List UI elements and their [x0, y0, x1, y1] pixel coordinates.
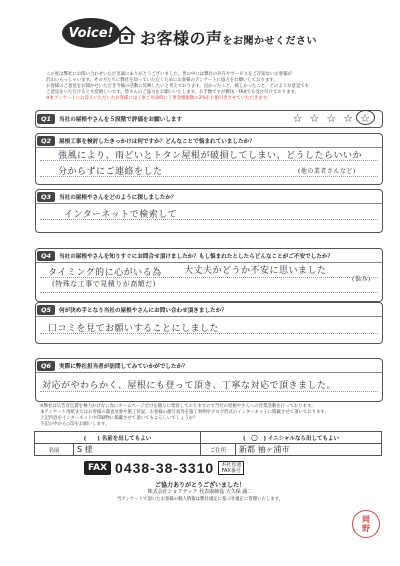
name-field[interactable]: S 様	[74, 444, 201, 456]
seal-stamp: 岡 野	[352, 510, 380, 538]
question-number: Q4	[37, 251, 55, 261]
fax-number[interactable]: 0438-38-3310	[115, 460, 215, 476]
question-text: 当社の屋根やさんをどのように探しましたか？	[59, 194, 177, 201]
voice-label: Voice!	[68, 25, 114, 41]
privacy-note: 当アンケートで頂いたお客様の個人情報は弊社規定に基づき適正に管理いたします。	[116, 497, 284, 502]
question-number: Q5	[37, 305, 55, 315]
answer-text: 強風により、雨どいとトタン屋根が破損してしまい、どうしたらいいか	[58, 151, 363, 161]
house-icon	[116, 26, 136, 44]
answer-text: タイミング的に心がいる為	[48, 268, 162, 278]
voice-badge	[62, 18, 120, 48]
question-6	[35, 358, 383, 402]
question-text: 当社の屋根やさんを知りすぐにお問合せ頂けましたか？もし悩まれたとしたらどんなことがご不安でしたか？	[59, 253, 334, 260]
question-number: Q3	[37, 192, 55, 202]
address-field[interactable]: 新都 袖ヶ浦市	[236, 444, 382, 456]
answer-line	[40, 160, 378, 161]
answer-text: 大丈夫かどうか不安に思いました	[184, 266, 327, 276]
fax-label: FAX	[84, 461, 111, 475]
answer-text: インターネットで検索して	[64, 210, 178, 220]
option-initial-ok[interactable]: ( ○ ) イニシャルなら出してもよい	[201, 432, 382, 444]
company-name: 株式会社ショアテック 代表取締役 大久保 誠二	[147, 489, 253, 495]
question-text: 当社の屋根やさんを５段階で評価をお願いします	[59, 117, 183, 123]
answer-text: (特殊な工事で見積りが高額だ)	[52, 280, 156, 288]
star-icon[interactable]: ☆	[343, 112, 354, 125]
fax-note: 本社直通 FAX番号	[218, 461, 244, 475]
fax-bar	[84, 459, 320, 477]
address-label: ご住所	[201, 444, 236, 456]
option-name-ok[interactable]: ( ) 名前を出してもよい	[35, 432, 201, 444]
answer-text: 分からずにご連絡をした	[58, 167, 163, 177]
answer-note: (悩み)	[352, 276, 371, 283]
question-number: Q2	[37, 136, 55, 146]
question-text: 実際に弊社担当者が訪問してみていかがでしたか？	[59, 363, 188, 370]
answer-line	[40, 391, 378, 392]
permission-text: ※弊社は広告宣伝費を極力かけない為にホームページだけを頼りに集客しておりますので当社の屋根やさんへの営業活動を行っております。 本アンケート用紙またはお客様の調査気象や施工状況、お客様の顔写真等を施工事例やブログ形式のインターネットに掲載させて頂いております。 上記内容をインターネット中印刷物に掲載させて頂いてもよろしいでしょうか？ 下記の中から○印をお願いします。	[40, 404, 329, 427]
answer-line	[40, 176, 378, 177]
answer-line	[40, 333, 378, 334]
answer-line	[40, 292, 378, 293]
answer-text: 口コミを見てお願いすることにしました	[48, 324, 220, 334]
star-icon[interactable]: ☆	[292, 112, 303, 125]
question-number: Q1	[37, 114, 55, 124]
page-title: お客様の声をお聞かせください	[140, 29, 318, 48]
question-4	[35, 248, 383, 302]
star-icon-selected[interactable]: ☆	[360, 112, 370, 125]
star-icon[interactable]: ☆	[309, 112, 320, 125]
name-label: 名前	[35, 444, 74, 456]
question-3	[35, 189, 383, 233]
rating-stars[interactable]	[293, 112, 370, 125]
thanks-text: ご協力ありがとうございました！	[154, 482, 245, 489]
star-icon[interactable]: ☆	[326, 112, 337, 125]
question-number: Q6	[37, 361, 55, 371]
answer-line	[40, 219, 378, 220]
question-5	[35, 302, 383, 344]
answer-text: 対応がやわらかく、屋根にも登って頂き、丁寧な対応で頂きました。	[42, 381, 336, 391]
answer-line	[40, 277, 378, 278]
question-text: 何が決め手となり当社の屋根やさんにお問い合わせ頂きましたか？	[59, 307, 227, 314]
choice-mark: ○	[250, 433, 258, 442]
answer-note: (他の業者さんなど)	[298, 168, 356, 175]
question-1	[35, 110, 383, 128]
question-text: 屋根工事を検討したきっかけは何ですか？どんなことで悩まれていましたか？	[59, 138, 255, 145]
question-2	[35, 133, 383, 185]
permission-form	[34, 431, 382, 456]
intro-text: この度は弊社にお問い合わせいただき誠にありがとうございました。世の中には弊社の存在やサービスをご存知ないお客様が 沢山いらっしゃいます。その方たちに弊社を知っていただくためにお客様のアンケートに協力をお願いしております。 お客様のご意見をお聞かせいただき今後の活動に反映したいと考えております。良かったこと、嬉しかったこと、どのような意見でも ご意見をいただけると大変嬉しいです。皆さんのご協力をお願いいたします。お手数ですが郵送・FAXでも受け付けております。 ※本アンケートにお答えいただいたお客様には工事ご用命時に工事金額総額の2%をお値引きさせていただきます。	[46, 72, 310, 101]
